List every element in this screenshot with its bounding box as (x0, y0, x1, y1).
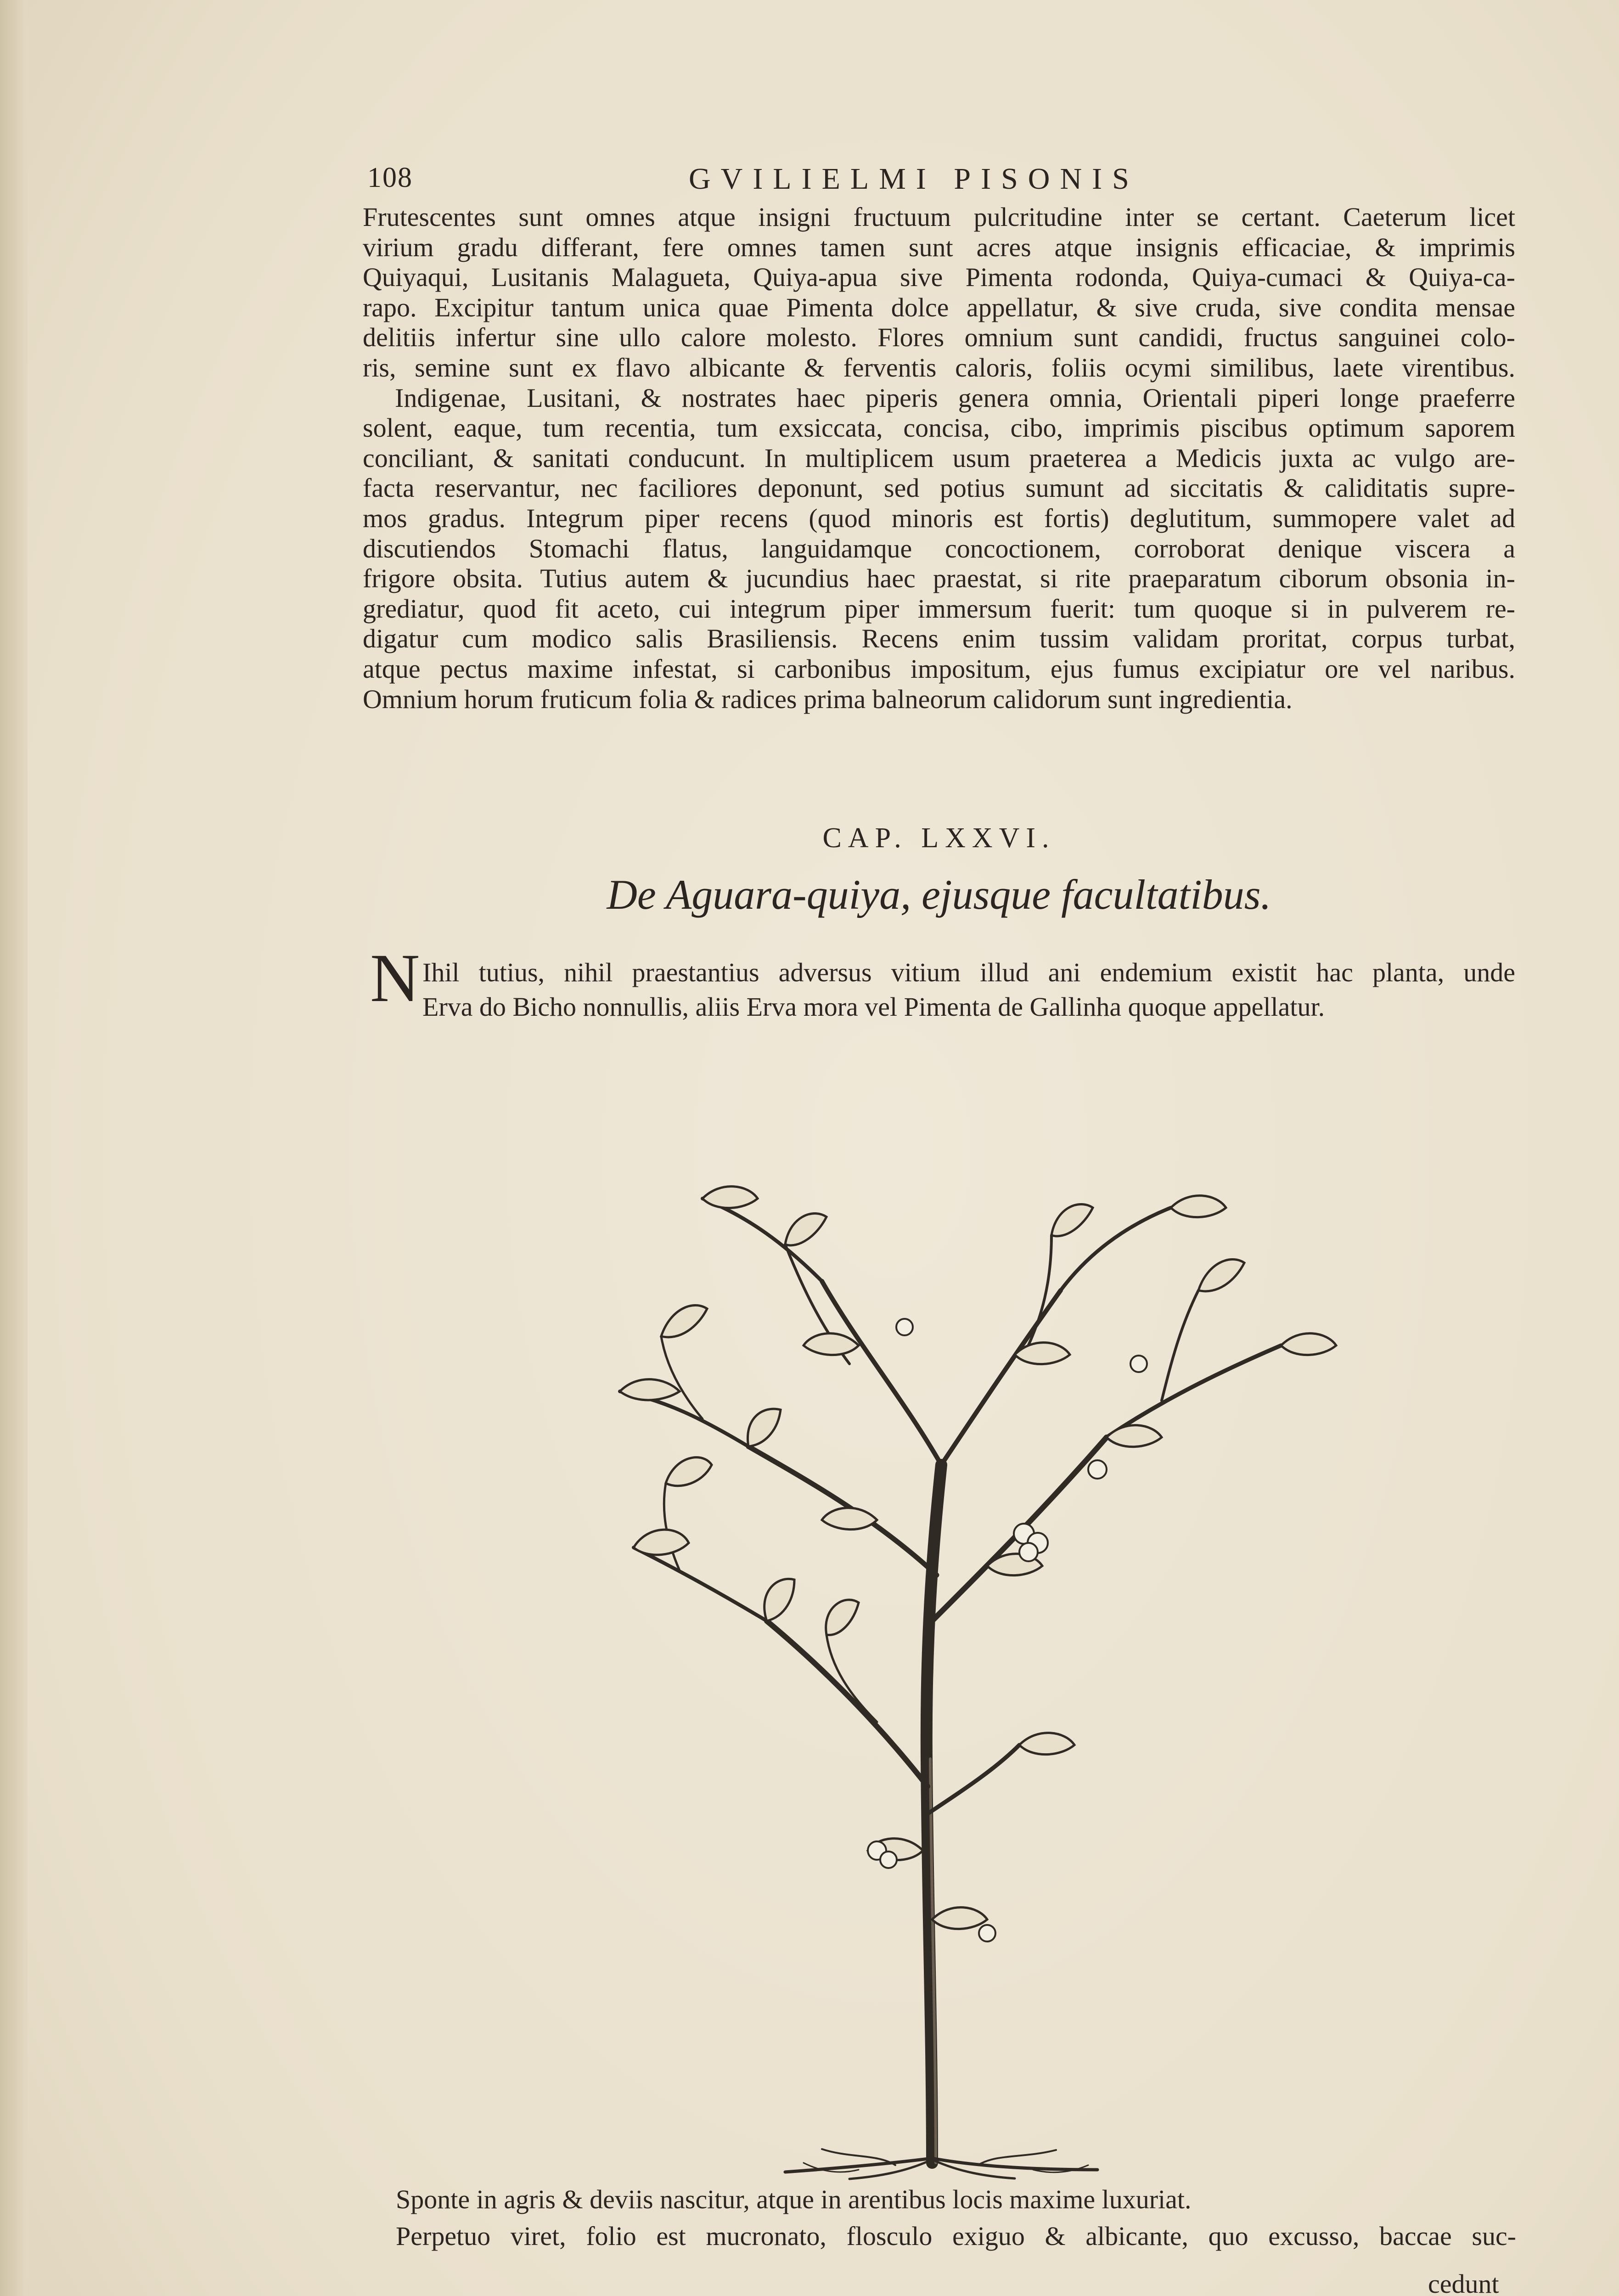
text-line: Ihil tutius, nihil praestantius adversus vitium illud ani endemium existit hac planta, unde (422, 957, 1515, 987)
page-gutter (0, 0, 28, 2296)
text-line: Quiyaqui, Lusitanis Malagueta, Quiya-apua sive Pimenta rodonda, Quiya-cumaci & Quiya-ca- (363, 262, 1515, 293)
text-line: Omnium horum fruticum folia & radices prima balneorum calidorum sunt ingredientia. (363, 684, 1293, 714)
text-line: ris, semine sunt ex flavo albicante & ferventis caloris, foliis ocymi similibus, laete virentibus. (363, 352, 1515, 383)
text-line: digatur cum modico salis Brasiliensis. Recens enim tussim validam proritat, corpus turbat, (363, 624, 1515, 654)
text-line: discutiendos Stomachi flatus, languidamque concoctionem, corroborat denique viscera a (363, 533, 1515, 563)
text-line: Sponte in agris & deviis nascitur, atque in arentibus locis maxime luxuriat. (396, 2184, 1192, 2214)
catchword: cedunt (1428, 2269, 1499, 2296)
text-line: atque pectus maxime infestat, si carbonibus impositum, ejus fumus excipiatur ore vel naribus. (363, 653, 1515, 684)
text-line: facta reservantur, nec faciliores deponunt, sed potius sumunt ad siccitatis & caliditatis supre- (363, 473, 1515, 503)
text-line: Indigenae, Lusitani, & nostrates haec piperis genera omnia, Orientali piperi longe praeferre (395, 383, 1515, 413)
page-number: 108 (367, 162, 413, 193)
text-line: Erva do Bicho nonnullis, aliis Erva mora vel Pimenta de Gallinha quoque appellatur. (422, 992, 1325, 1022)
chapter-title: De Aguara-quiya, ejusque facultatibus. (607, 871, 1271, 918)
description-paragraph (396, 2181, 1516, 2255)
intro-paragraph (422, 955, 1515, 1024)
text-line: mos gradus. Integrum piper recens (quod minoris est fortis) deglutitum, summopere valet ad (363, 503, 1515, 533)
text-line: rapo. Excipitur tantum unica quae Pimenta dolce appellatur, & sive cruda, sive condita mensae (363, 292, 1515, 322)
text-line: Perpetuo viret, folio est mucronato, flosculo exiguo & albicante, quo excusso, baccae suc- (396, 2221, 1516, 2251)
text-line: solent, eaque, tum recentia, tum exsiccata, concisa, cibo, imprimis piscibus optimum saporem (363, 413, 1515, 443)
drop-cap: N (370, 940, 420, 1016)
page-header (367, 162, 1515, 198)
chapter-label: CAP. LXXVI. (822, 822, 1056, 854)
text-line: conciliant, & sanitati conducunt. In multiplicem usum praeterea a Medicis juxta ac vulgo are- (363, 443, 1515, 473)
plant-woodcut-illustration (528, 1070, 1355, 2181)
text-line: Frutescentes sunt omnes atque insigni fructuum pulcritudine inter se certant. Caeterum licet (363, 202, 1515, 232)
text-line: delitiis infertur sine ullo calore molesto. Flores omnium sunt candidi, fructus sanguinei colo- (363, 322, 1515, 353)
text-line: frigore obsita. Tutius autem & jucundius haec praestat, si rite praeparatum ciborum obsonia in- (363, 563, 1515, 594)
running-head: GVILIELMI PISONIS (689, 162, 1139, 196)
text-line: virium gradu differant, fere omnes tamen sunt acres atque insignis efficaciae, & imprimis (363, 232, 1515, 262)
text-line: grediatur, quod fit aceto, cui integrum piper immersum fuerit: tum quoque si in pulverem re- (363, 593, 1515, 624)
top-paragraph (363, 202, 1515, 714)
